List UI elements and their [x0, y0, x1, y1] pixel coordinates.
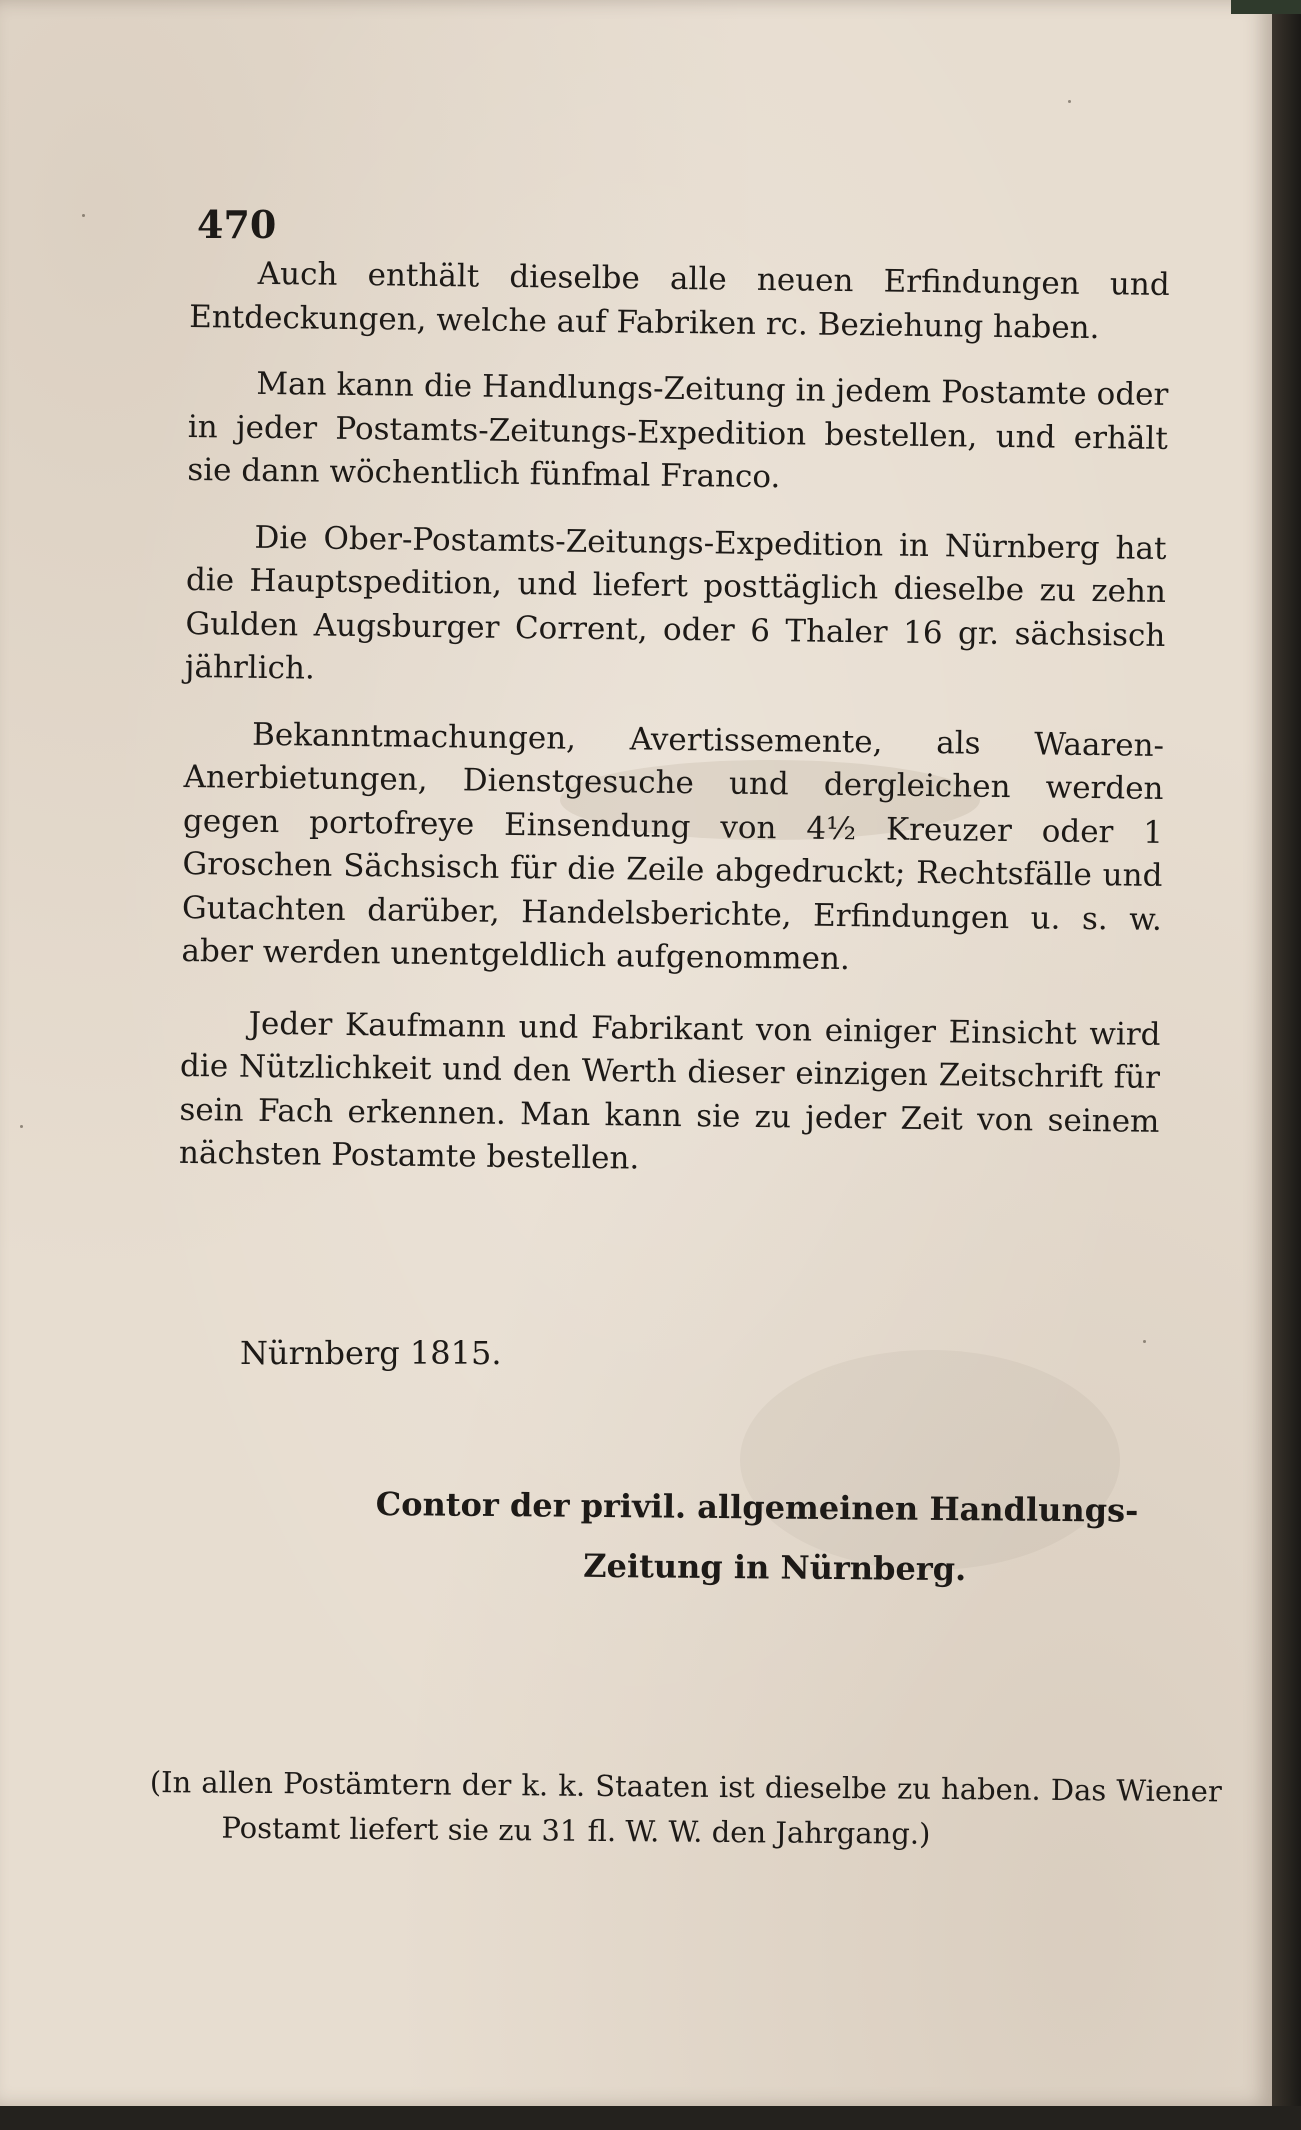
signature-line: Zeitung in Nürnberg.	[583, 1546, 967, 1589]
paragraph: Man kann die Handlungs-Zeitung in jedem Postamte oder in jeder Postamts-Zeitungs-Expedition bestellen, und erhält sie dann wöchentlich fünfmal Franco.	[187, 365, 1169, 496]
paper-speck	[20, 1125, 23, 1128]
signature-line: Contor der privil. allgemeinen Handlungs-	[375, 1484, 1139, 1530]
paragraph: Die Ober-Postamts-Zeitungs-Expedition in Nürnberg hat die Hauptspedition, und liefert posttäglich dieselbe zu zehn Gulden Augsburger Corrent, oder 6 Thaler 16 gr. sächsisch jährlich.	[184, 519, 1167, 687]
signature-block	[375, 1474, 1156, 1601]
place-date: Nürnberg 1815.	[240, 1334, 502, 1372]
cover-corner	[1231, 0, 1301, 14]
book-binding-edge	[1272, 0, 1301, 2130]
paragraph: Jeder Kaufmann und Fabrikant von einiger Einsicht wird die Nützlichkeit und den Werth dieser einzigen Zeitschrift für sein Fach erkennen. Man kann sie zu jeder Zeit von seinem nächsten Postamte bestellen.	[178, 1005, 1161, 1177]
paper-speck	[1143, 1340, 1146, 1343]
paper-speck	[1068, 100, 1071, 103]
page-number: 470	[197, 202, 277, 247]
paragraph: Bekanntmachungen, Avertissemente, als Waaren-Anerbietungen, Dienstgesuche und dergleichen werden gegen portofreye Einsendung von 4½ Kreuzer oder 1 Groschen Sächsisch für die Zeile abgedruckt; Rechtsfälle und Gutachten darüber, Handelsberichte, Erfindungen u. s. w. aber werden unentgeldlich aufgenommen.	[181, 716, 1165, 978]
paper-speck	[82, 214, 85, 217]
scan-bottom-border	[0, 2106, 1301, 2130]
paragraph: Auch enthält dieselbe alle neuen Erfindungen und Entdeckungen, welche auf Fabriken rc. Beziehung haben.	[188, 255, 1170, 346]
footnote: (In allen Postämtern der k. k. Staaten ist dieselbe zu haben. Das Wiener Postamt liefert sie zu 31 fl. W. W. den Jahrgang.)	[149, 1764, 1222, 1851]
body-text	[178, 252, 1169, 1210]
